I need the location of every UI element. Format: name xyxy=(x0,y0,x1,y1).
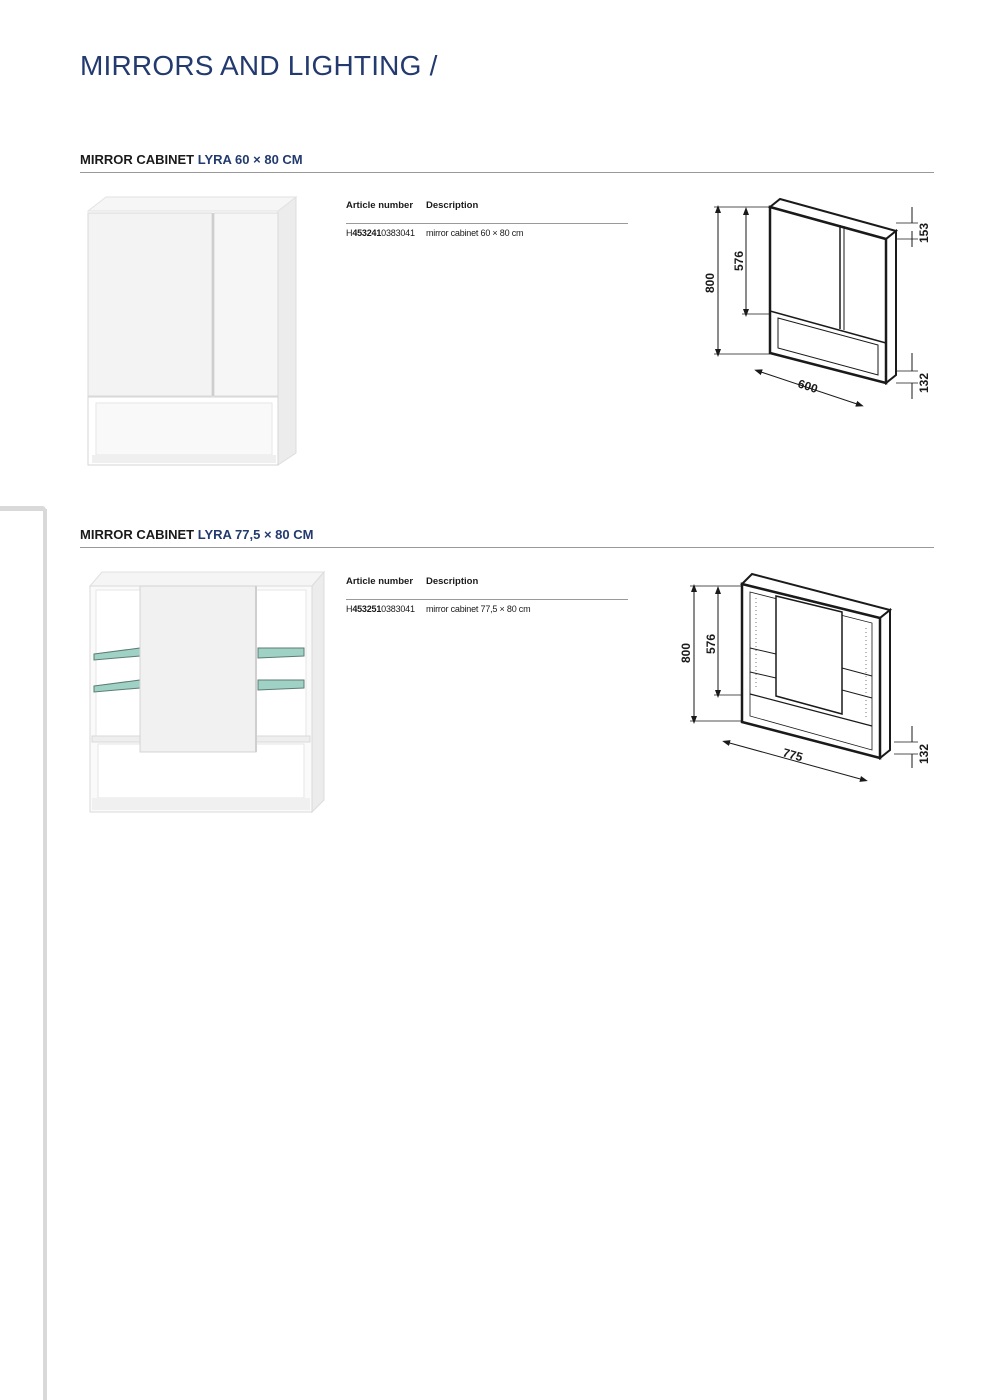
technical-drawing-lyra-77 xyxy=(676,568,940,790)
col-header-article: Article number xyxy=(346,576,414,587)
table-header xyxy=(346,198,628,224)
table-header xyxy=(346,574,628,600)
section-heading-accent: LYRA 77,5 × 80 CM xyxy=(197,527,314,542)
dim-depth-label: 132 xyxy=(917,372,931,393)
article-number: H4532510383041 xyxy=(346,604,415,614)
dim-top-offset-label: 153 xyxy=(917,222,931,243)
section-heading-lyra-60 xyxy=(80,152,934,173)
table-row xyxy=(346,600,628,618)
page-title: MIRRORS AND LIGHTING / xyxy=(80,50,438,81)
dim-door-height-label: 576 xyxy=(732,250,746,271)
technical-drawing-lyra-60 xyxy=(700,193,940,413)
article-table-lyra-60 xyxy=(346,198,628,242)
section-heading-accent: LYRA 60 × 80 CM xyxy=(197,152,303,167)
dim-depth-label: 132 xyxy=(917,743,931,764)
article-description: mirror cabinet 77,5 × 80 cm xyxy=(426,604,531,614)
table-row xyxy=(346,224,628,242)
margin-rule-horizontal xyxy=(0,506,46,511)
col-header-description: Description xyxy=(426,200,479,211)
dim-height-label: 800 xyxy=(703,272,717,293)
article-table-lyra-77 xyxy=(346,574,628,618)
dim-height-label: 800 xyxy=(679,642,693,663)
section-heading-lyra-77 xyxy=(80,527,934,548)
margin-rule-vertical xyxy=(43,509,47,1400)
dim-door-height-label: 576 xyxy=(704,633,718,654)
product-photo-lyra-60 xyxy=(82,193,302,468)
col-header-description: Description xyxy=(426,576,479,587)
section-heading-prefix: MIRROR CABINET xyxy=(80,152,195,167)
article-number: H4532410383041 xyxy=(346,228,415,238)
section-heading-prefix: MIRROR CABINET xyxy=(80,527,195,542)
dim-width-label: 775 xyxy=(781,745,805,765)
page-margin-rule xyxy=(0,506,48,1400)
dim-width-label: 600 xyxy=(796,376,820,397)
article-description: mirror cabinet 60 × 80 cm xyxy=(426,228,524,238)
col-header-article: Article number xyxy=(346,200,414,211)
product-photo-lyra-77 xyxy=(82,568,328,816)
